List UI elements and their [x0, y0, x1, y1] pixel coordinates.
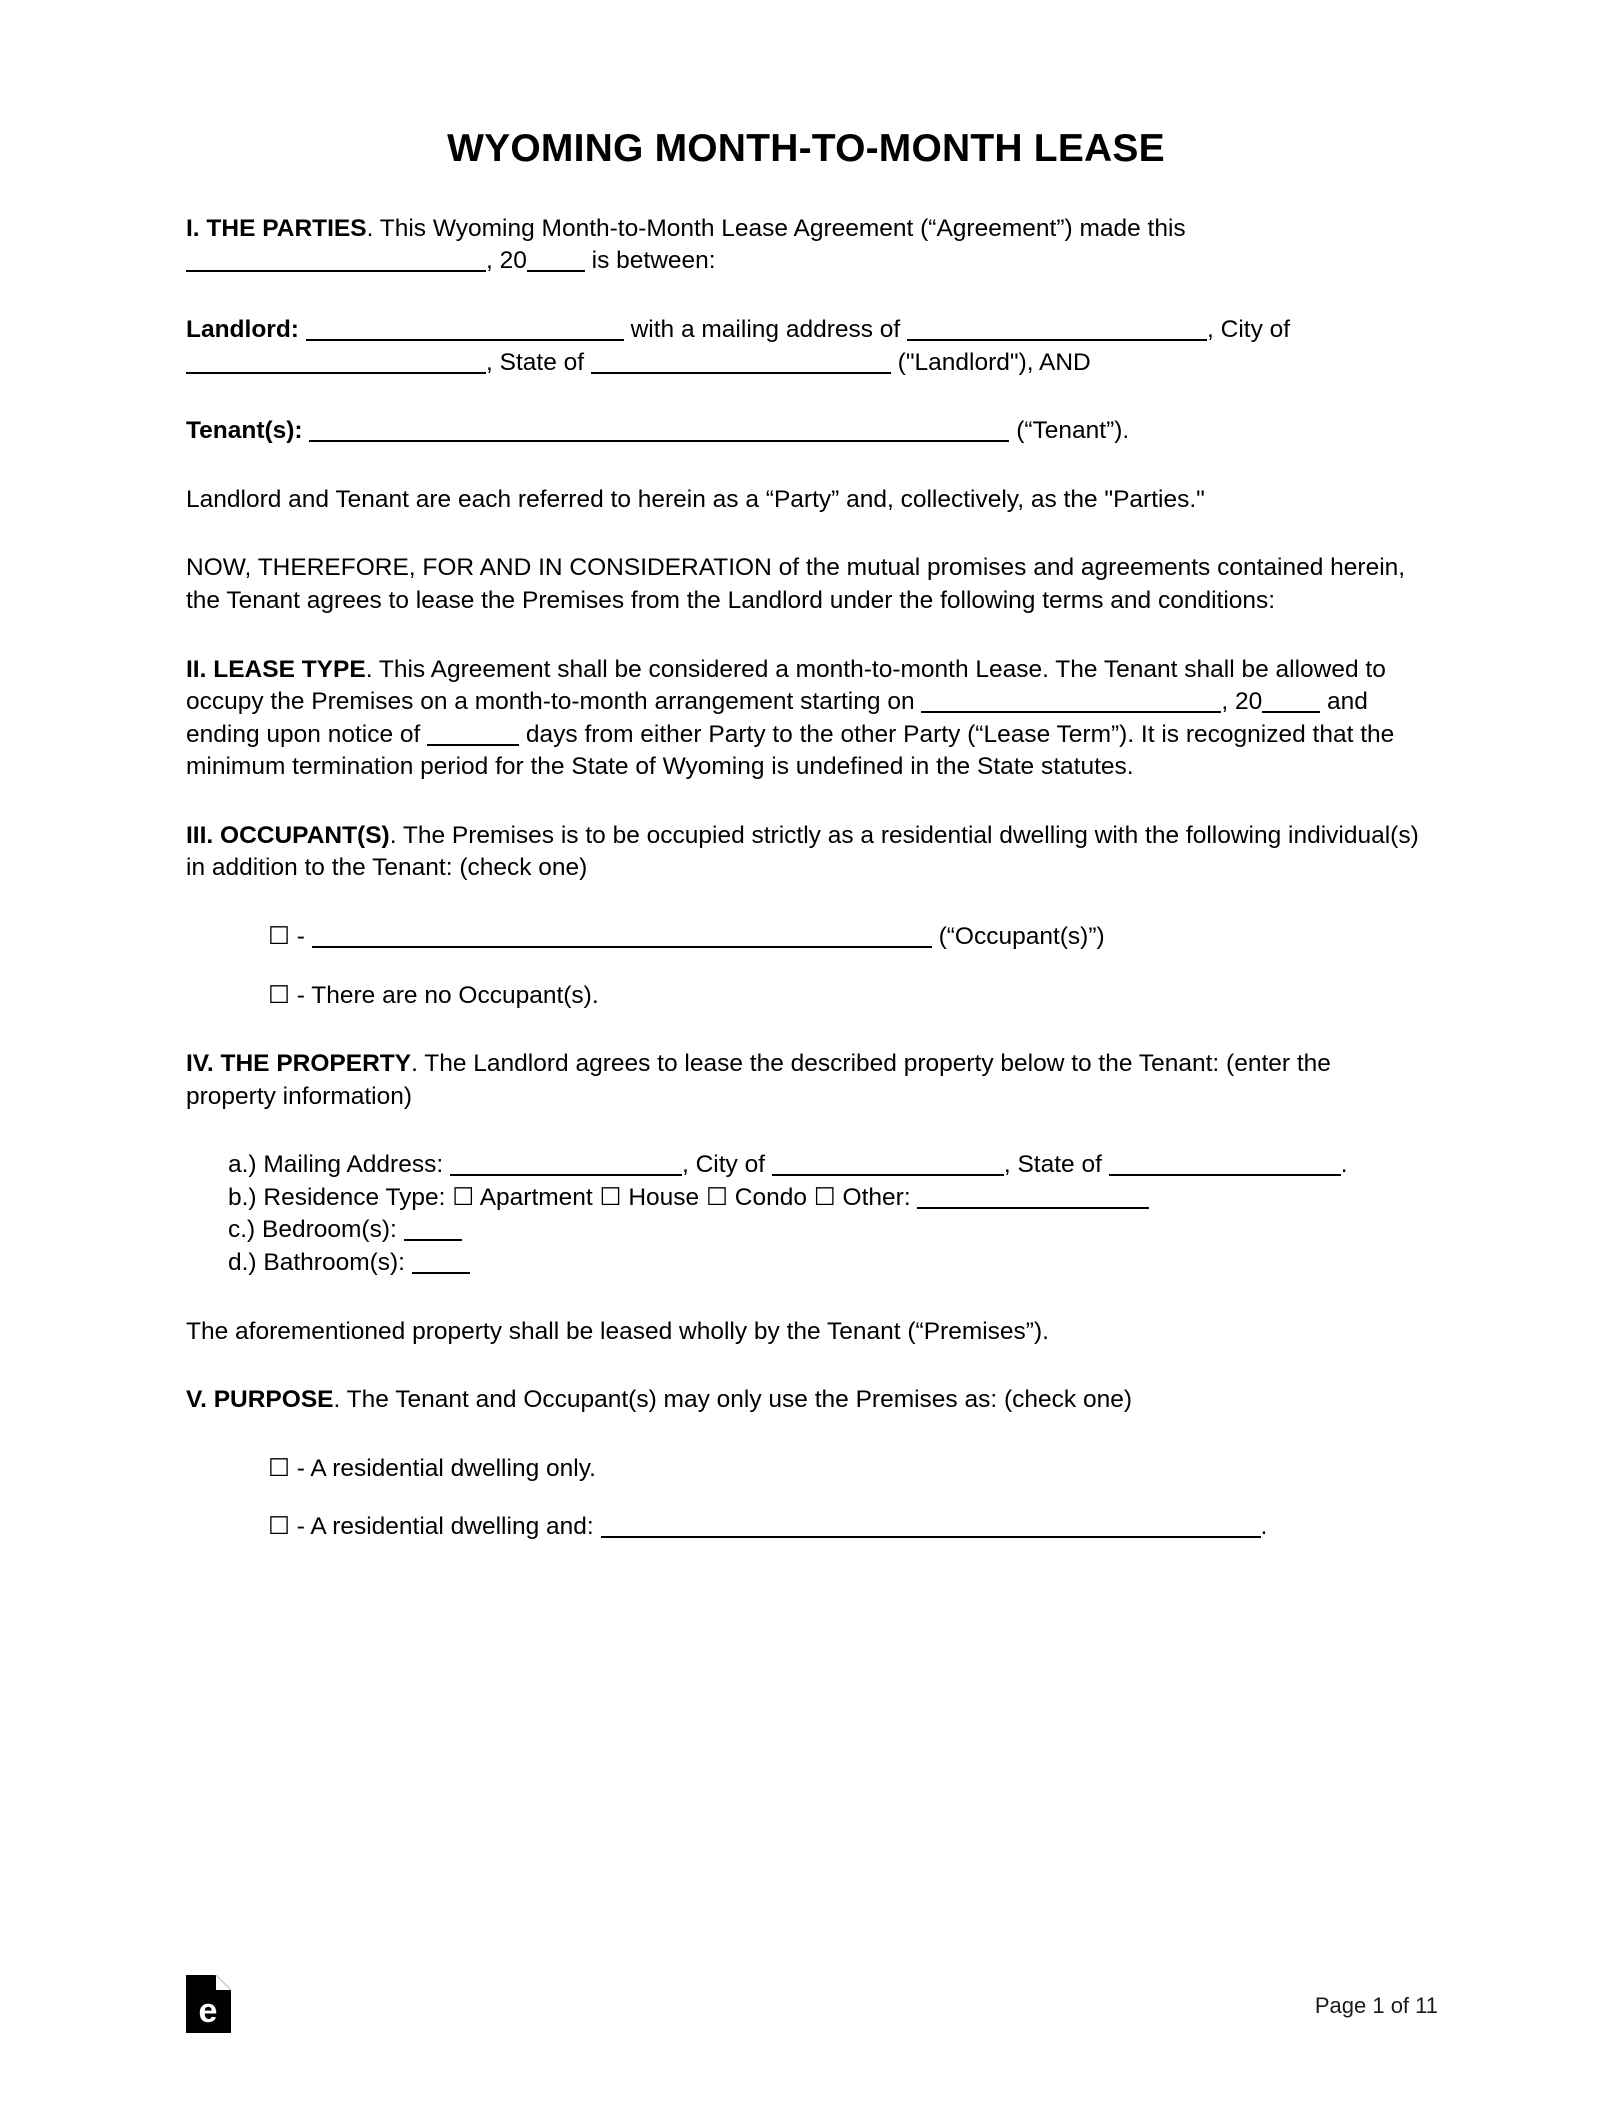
property-item-d — [186, 1247, 1426, 1280]
lease-type-text-a: . This Agreement shall be considered a month-to-month Lease. The Tenant shall be allowed to occupy the Premises on a month-to-month arrangement starting on — [186, 655, 1386, 716]
occupants-option-1-suffix: (“Occupant(s)”) — [938, 922, 1105, 950]
section-property-heading: IV. THE PROPERTY — [186, 1050, 412, 1078]
document-body — [186, 0, 1426, 1544]
lease-start-date-blank[interactable] — [921, 686, 1221, 713]
section-parties-intro-a: . This Wyoming Month-to-Month Lease Agreement (“Agreement”) made this — [366, 214, 1186, 242]
landlord-state-blank[interactable] — [591, 347, 891, 374]
residence-type-house-label: House — [628, 1183, 700, 1211]
landlord-city-blank[interactable] — [186, 347, 486, 374]
property-item-a-city-text: , City of — [681, 1151, 772, 1179]
parties-referred-text: Landlord and Tenant are each referred to herein as a “Party” and, collectively, as the "Parties." — [186, 485, 1205, 513]
page-number: Page 1 of 11 — [1314, 1993, 1438, 2018]
purpose-text: . The Tenant and Occupant(s) may only use the Premises as: (check one) — [333, 1386, 1132, 1414]
occupants-option-2-label: - There are no Occupant(s). — [296, 981, 599, 1009]
section-purpose-heading: V. PURPOSE — [186, 1386, 334, 1414]
landlord-state-text: , State of — [486, 348, 591, 376]
date-year-blank[interactable] — [527, 245, 585, 272]
checkbox-residence-house[interactable]: ☐ — [599, 1183, 622, 1211]
date-day-blank[interactable] — [186, 245, 486, 272]
checkbox-occupants-list[interactable]: ☐ — [268, 922, 290, 950]
property-item-a — [186, 1149, 1426, 1182]
purpose-option-1-label: - A residential dwelling only. — [296, 1454, 596, 1482]
purpose-option-1 — [186, 1453, 1426, 1486]
lease-type-text-d: days from either Party to the other Party (“Lease Term”). It is recognized that the minimum termination period for the State of Wyoming is undefined in the State statutes. — [186, 720, 1395, 781]
residence-type-other-label: Other: — [842, 1183, 911, 1211]
section-parties-intro-c: is between: — [584, 247, 716, 275]
checkbox-purpose-residential-only[interactable]: ☐ — [268, 1454, 290, 1482]
property-address-blank[interactable] — [450, 1149, 682, 1176]
checkbox-purpose-residential-and[interactable]: ☐ — [268, 1513, 290, 1541]
landlord-mid-text: with a mailing address of — [623, 316, 908, 344]
section-property — [186, 1048, 1426, 1113]
lease-start-year-blank[interactable] — [1262, 686, 1320, 713]
property-item-c — [186, 1214, 1426, 1247]
residence-type-condo-label: Condo — [734, 1183, 807, 1211]
bedrooms-blank[interactable] — [404, 1214, 462, 1241]
checkbox-residence-condo[interactable]: ☐ — [705, 1183, 728, 1211]
occupants-option-1-prefix: - — [296, 922, 305, 950]
property-item-a-label: a.) Mailing Address: — [228, 1151, 444, 1179]
checkbox-no-occupants[interactable]: ☐ — [268, 981, 290, 1009]
tenant-block — [186, 415, 1426, 448]
bathrooms-blank[interactable] — [412, 1247, 470, 1274]
purpose-option-2-suffix: . — [1260, 1513, 1268, 1541]
purpose-other-blank[interactable] — [601, 1511, 1261, 1538]
property-text: . The Landlord agrees to lease the described property below to the Tenant: (enter the property information) — [186, 1050, 1331, 1110]
property-state-blank[interactable] — [1109, 1149, 1341, 1176]
tenant-label: Tenant(s): — [186, 417, 303, 445]
residence-type-apartment-label: Apartment — [479, 1183, 593, 1211]
property-item-b-label: b.) Residence Type: — [228, 1183, 446, 1211]
eforms-logo-icon — [186, 1975, 231, 2033]
checkbox-residence-apartment[interactable]: ☐ — [452, 1183, 475, 1211]
section-parties-intro — [186, 213, 1426, 278]
section-lease-type — [186, 654, 1426, 784]
eforms-logo-letter: e — [198, 1992, 218, 2030]
landlord-name-blank[interactable] — [306, 314, 624, 341]
property-city-blank[interactable] — [772, 1149, 1004, 1176]
property-closing-text: The aforementioned property shall be leased wholly by the Tenant (“Premises”). — [186, 1317, 1049, 1345]
property-item-b — [186, 1182, 1426, 1215]
section-parties-heading: I. THE PARTIES — [186, 214, 367, 242]
section-lease-type-heading: II. LEASE TYPE — [186, 655, 366, 683]
section-occupants — [186, 820, 1426, 885]
occupants-text: . The Premises is to be occupied strictly as a residential dwelling with the following individual(s) in addition to the Tenant: (check one) — [186, 821, 1419, 882]
section-parties-intro-b: , 20 — [486, 247, 527, 275]
notice-days-blank[interactable] — [427, 719, 519, 746]
landlord-label: Landlord: — [186, 316, 299, 344]
checkbox-residence-other[interactable]: ☐ — [813, 1183, 836, 1211]
purpose-option-2-prefix: - A residential dwelling and: — [296, 1513, 594, 1541]
property-item-a-state-text: , State of — [1003, 1151, 1109, 1179]
property-item-d-label: d.) Bathroom(s): — [228, 1249, 405, 1277]
occupants-option-1 — [186, 921, 1426, 954]
purpose-option-2 — [186, 1511, 1426, 1544]
landlord-city-text: , City of — [1207, 316, 1291, 344]
landlord-close-text: ("Landlord"), AND — [890, 348, 1091, 376]
parties-consideration-text: NOW, THEREFORE, FOR AND IN CONSIDERATION of the mutual promises and agreements contained herein, the Tenant agrees to lease the Premises from the Landlord under the following terms and conditions: — [186, 554, 1406, 614]
property-item-c-label: c.) Bedroom(s): — [228, 1216, 397, 1244]
page-title: WYOMING MONTH-TO-MONTH LEASE — [447, 127, 1165, 170]
tenant-close-text: (“Tenant”). — [1009, 417, 1130, 445]
landlord-address-blank[interactable] — [907, 314, 1207, 341]
lease-type-text-b: , 20 — [1221, 688, 1263, 716]
residence-other-blank[interactable] — [917, 1182, 1149, 1209]
section-occupants-heading: III. OCCUPANT(S) — [186, 821, 390, 849]
occupants-names-blank[interactable] — [312, 921, 932, 948]
tenant-name-blank[interactable] — [309, 415, 1009, 442]
section-purpose — [186, 1384, 1426, 1417]
property-item-a-end: . — [1340, 1151, 1348, 1179]
occupants-option-2 — [186, 980, 1426, 1013]
landlord-block — [186, 314, 1426, 379]
page-footer — [0, 1955, 1624, 2075]
lease-type-text-c: and ending upon notice of — [186, 688, 1368, 748]
